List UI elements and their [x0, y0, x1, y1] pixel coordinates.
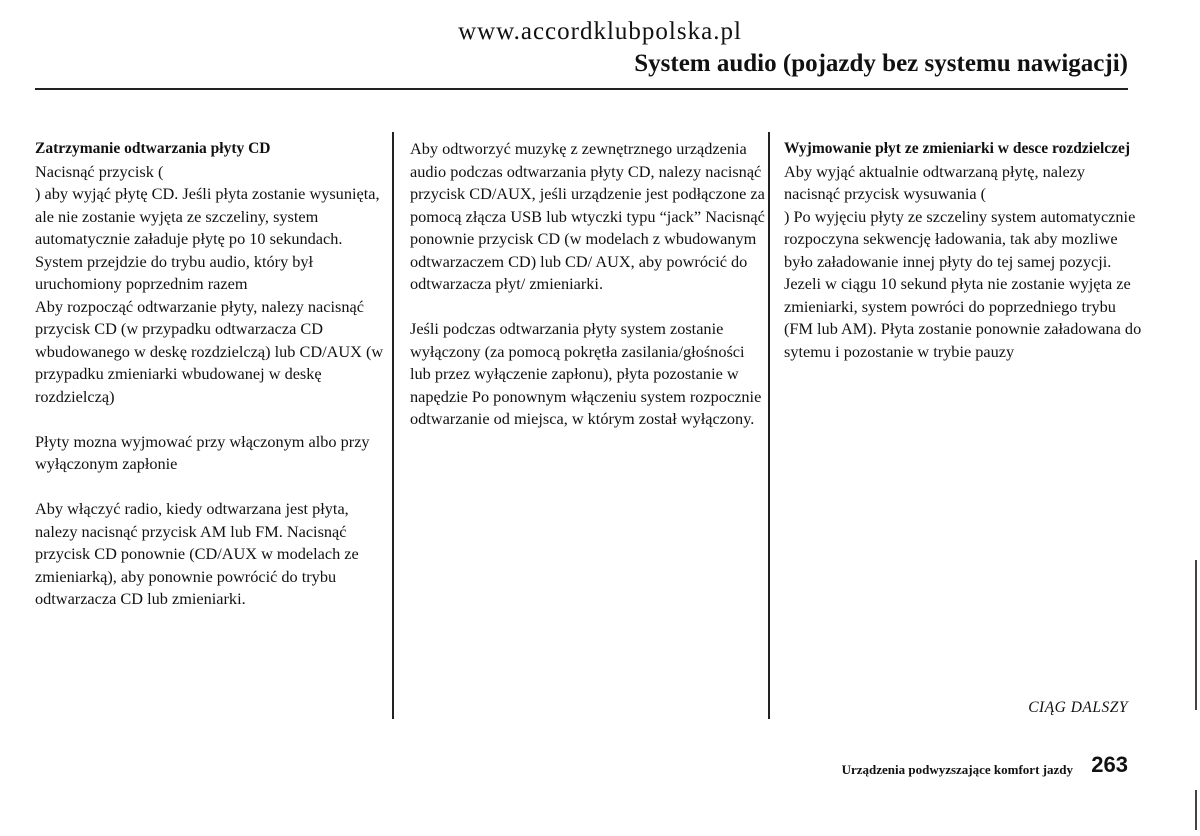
chapter-label: Urządzenia podwyzszające komfort jazdy [841, 762, 1073, 777]
eject-icon [171, 166, 183, 178]
column-1 [35, 138, 390, 611]
column-3 [784, 138, 1144, 363]
paragraph: Jeśli podczas odtwarzania płyty system zostanie wyłączony (za pomocą pokrętła zasilania/głośności lub przez wyłączenie zapłonu), płyta pozostanie w napędzie Po ponownym włączeniu system rozpocznie odtwarzanie od miejsca, w którym został wyłączony. [410, 319, 762, 428]
site-url: www.accordklubpolska.pl [458, 18, 742, 45]
paragraph-text: Nacisnąć przycisk ( [35, 161, 164, 181]
continued-label: CIĄG DALSZY [1028, 699, 1128, 716]
paragraph: Aby rozpocząć odtwarzanie płyty, nalezy nacisnąć przycisk CD (w przypadku odtwarzacza CD wbudowanego w deskę rozdzielczą) lub CD/AUX (w przypadku zmieniarki wbudowanej w deskę rozdzielczą) [35, 296, 384, 406]
column-3-heading: Wyjmowanie płyt ze zmieniarki w desce rozdzielczej [784, 140, 1131, 157]
column-2 [410, 138, 765, 431]
paragraph-text: ) aby wyjąć płytę CD. Jeśli płyta zostanie wysunięta, ale nie zostanie wyjęta ze szczeliny, system automatycznie załaduje płytę po 10 sekundach. System przejdzie do trybu audio, który był uruchomiony poprzednim razem [35, 184, 380, 293]
paragraph: Aby włączyć radio, kiedy odtwarzana jest płyta, nalezy nacisnąć przycisk AM lub FM. Nacisnąć przycisk CD ponownie (CD/AUX w modelach ze zmieniarką), aby ponownie powrócić do trybu odtwarzacza CD lub zmieniarki. [35, 499, 359, 608]
section-title: System audio (pojazdy bez systemu nawigacji) [634, 50, 1128, 77]
page-edge-mark [1195, 790, 1197, 830]
column-divider [768, 132, 770, 719]
paragraph: Aby odtworzyć muzykę z zewnętrznego urządzenia audio podczas odtwarzania płyty CD, nalezy nacisnąć przycisk CD/AUX, jeśli urządzenie jest podłączone za pomocą złącza USB lub wtyczki typu “jack” Nacisnąć ponownie przycisk CD (w modelach z wbudowanym odtwarzaczem CD) lub CD/ AUX, aby powrócić do odtwarzacza płyt/ zmieniarki. [410, 139, 765, 293]
paragraph-text: ) Po wyjęciu płyty ze szczeliny system automatycznie rozpoczyna sekwencję ładowania, tak aby mozliwe było załadowanie innej płyty do tej samej pozycji. Jezeli w ciągu 10 sekund płyta nie zostanie wyjęta ze zmieniarki, system powróci do poprzedniego trybu (FM lub AM). Płyta zostanie ponownie załadowana do sytemu i pozostanie w trybie pauzy [784, 206, 1142, 361]
paragraph: Płyty mozna wyjmować przy włączonym albo przy wyłączonym zapłonie [35, 431, 370, 473]
column-1-heading: Zatrzymanie odtwarzania płyty CD [35, 140, 271, 157]
paragraph [784, 161, 1144, 206]
header-rule [35, 88, 1128, 90]
paragraph-text: Aby wyjąć aktualnie odtwarzaną płytę, nalezy nacisnąć przycisk wysuwania ( [784, 161, 1086, 203]
page-number: 263 [1091, 752, 1128, 777]
page-edge-mark [1195, 560, 1197, 710]
column-divider [392, 132, 394, 719]
eject-icon [994, 188, 1006, 200]
paragraph [35, 161, 390, 184]
